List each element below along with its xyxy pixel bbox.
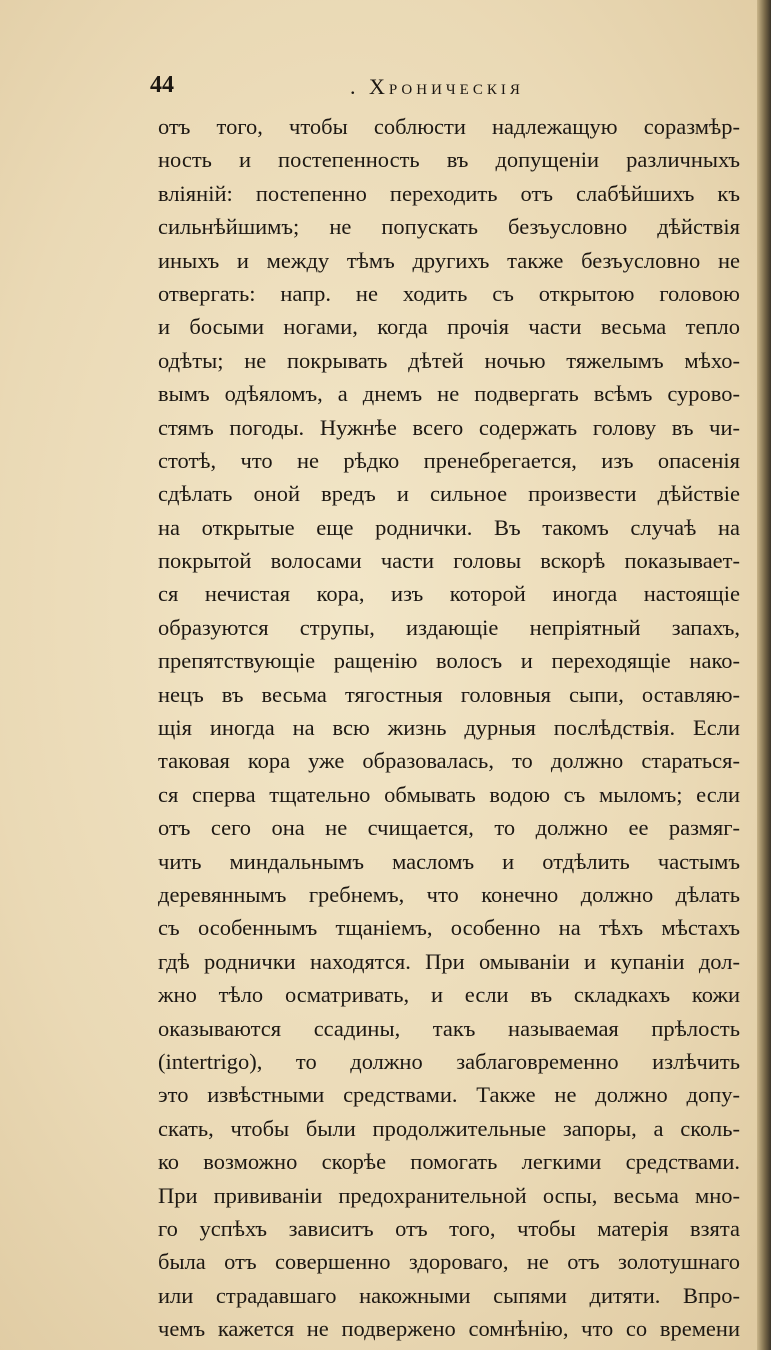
text-line: это извѣстными средствами. Также не должно допу- — [158, 1082, 740, 1108]
text-line: покрытой волосами части головы вскорѣ показывает- — [158, 548, 740, 574]
text-line: вліяній: постепенно переходить отъ слабѣйшихъ къ — [158, 180, 740, 206]
text-line: скать, чтобы были продолжительные запоры, а сколь- — [158, 1115, 740, 1141]
text-line: деревяннымъ гребнемъ, что конечно должно дѣлать — [158, 881, 740, 907]
text-line: оказываются ссадины, такъ называемая прѣлость — [158, 1015, 740, 1041]
text-line: и босыми ногами, когда прочія части весьма тепло — [158, 314, 740, 340]
running-title: . Хроническія — [350, 74, 524, 99]
text-line: иныхъ и между тѣмъ другихъ также безъусловно не — [158, 247, 740, 273]
text-line: чить миндальнымъ масломъ и отдѣлить частымъ — [158, 848, 740, 874]
text-line: (intertrigo), то должно заблаговременно излѣчить — [158, 1048, 740, 1074]
page-header — [150, 72, 740, 102]
text-line: отвергать: напр. не ходить съ открытою головою — [158, 280, 740, 306]
text-line: ность и постепенность въ допущеніи различныхъ — [158, 147, 740, 173]
text-line: сильнѣйшимъ; не попускать безъусловно дѣйствія — [158, 214, 740, 240]
text-line: образуются струпы, издающіе непріятный запахъ, — [158, 614, 740, 640]
text-line: на открытые еще роднички. Въ такомъ случаѣ на — [158, 514, 740, 540]
text-line: го успѣхъ зависитъ отъ того, чтобы матерія взята — [158, 1215, 740, 1241]
text-line: одѣты; не покрывать дѣтей ночью тяжелымъ мѣхо- — [158, 347, 740, 373]
text-line: стотѣ, что не рѣдко пренебрегается, изъ опасенія — [158, 447, 740, 473]
text-line: вымъ одѣяломъ, а днемъ не подвергать всѣмъ сурово- — [158, 381, 740, 407]
text-line: чемъ кажется не подвержено сомнѣнію, что со времени — [158, 1316, 740, 1342]
text-line: нецъ въ весьма тягостныя головныя сыпи, оставляю- — [158, 681, 740, 707]
text-line: жно тѣло осматривать, и если въ складкахъ кожи — [158, 982, 740, 1008]
text-line: была отъ совершенно здороваго, не отъ золотушнаго — [158, 1249, 740, 1275]
text-line: При прививаніи предохранительной оспы, весьма мно- — [158, 1182, 740, 1208]
text-line: препятствующіе ращенію волосъ и переходящіе нако- — [158, 648, 740, 674]
text-line: стямъ погоды. Нужнѣе всего содержать голову въ чи- — [158, 414, 740, 440]
text-line: щія иногда на всю жизнь дурныя послѣдствія. Если — [158, 715, 740, 741]
text-line: отъ сего она не счищается, то должно ее размяг- — [158, 815, 740, 841]
text-line: съ особеннымъ тщаніемъ, особенно на тѣхъ мѣстахъ — [158, 915, 740, 941]
text-line: ся сперва тщательно обмывать водою съ мыломъ; если — [158, 781, 740, 807]
text-line: ся нечистая кора, изъ которой иногда настоящіе — [158, 581, 740, 607]
page-edge-shadow — [757, 0, 771, 1350]
text-line: ко возможно скорѣе помогать легкими средствами. — [158, 1149, 740, 1175]
text-line: таковая кора уже образовалась, то должно стараться- — [158, 748, 740, 774]
body-text — [158, 110, 740, 1345]
text-line: или страдавшаго накожными сыпями дитяти. Впро- — [158, 1282, 740, 1308]
text-line: отъ того, чтобы соблюсти надлежащую соразмѣр- — [158, 114, 740, 139]
text-line: сдѣлать оной вредъ и сильное произвести дѣйствіе — [158, 481, 740, 507]
page-number: 44 — [150, 72, 174, 98]
text-line: гдѣ роднички находятся. При омываніи и купаніи дол- — [158, 948, 740, 974]
